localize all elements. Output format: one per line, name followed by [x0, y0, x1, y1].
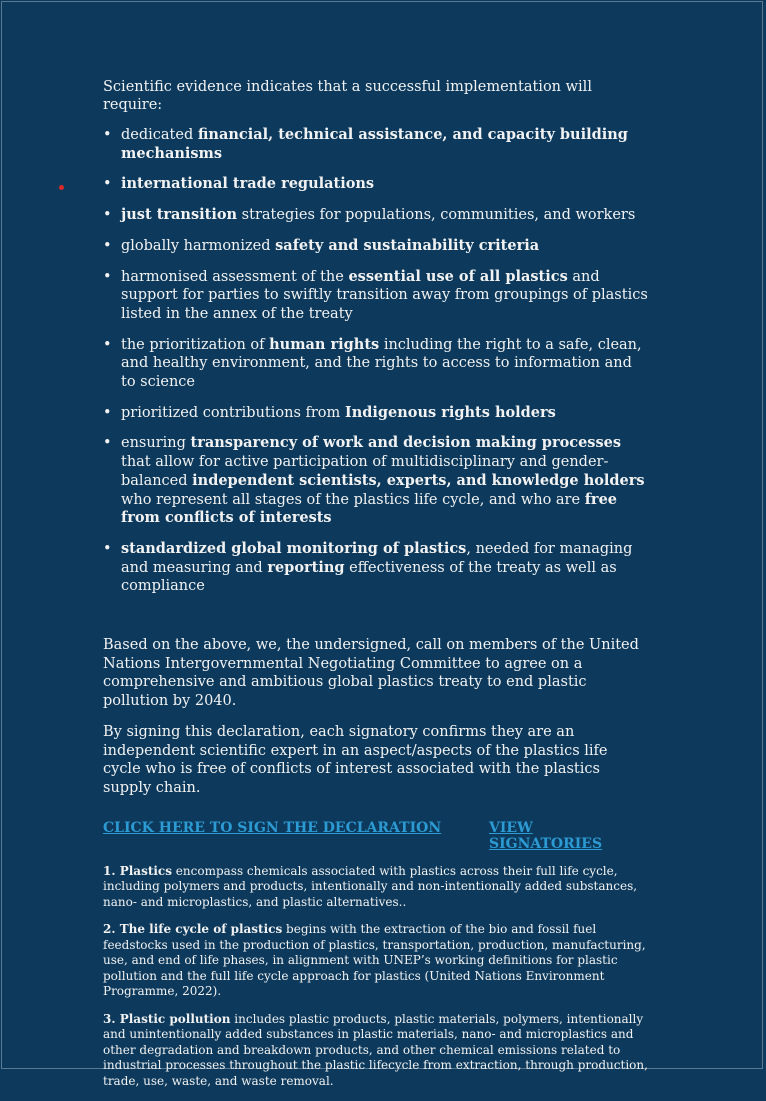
list-item: [103, 540, 648, 596]
action-links: [103, 819, 648, 852]
bold-segment: just transition: [121, 206, 238, 224]
bold-segment: international trade regulations: [121, 175, 375, 193]
list-item: [103, 434, 648, 528]
list-item: [103, 268, 648, 324]
text-segment: effectiveness of the treaty as well as compliance: [121, 559, 617, 595]
list-item: [103, 336, 648, 392]
note-term: 2. The life cycle of plastics: [103, 922, 283, 937]
note-item: [103, 1012, 648, 1090]
bold-segment: safety and sustainability criteria: [275, 236, 540, 254]
bold-segment: financial, technical assistance, and capacity building mechanisms: [121, 126, 628, 162]
text-segment: that allow for active participation of multidisciplinary and gender-balanced: [121, 454, 609, 489]
view-signatories-link[interactable]: VIEW SIGNATORIES: [489, 819, 603, 852]
text-segment: dedicated: [121, 127, 198, 143]
text-segment: the prioritization of: [121, 336, 270, 353]
text-segment: harmonised assessment of the: [121, 268, 349, 285]
document-page: [1, 1, 763, 1088]
text-segment: including the right to a safe, clean, and healthy environment, and the rights to access to information and to science: [121, 336, 642, 391]
note-text: begins with the extraction of the bio and fossil fuel feedstocks used in the production of plastics, transportation, production, manufacturing, use, and end of life phases, in alignment with UNEP’s working definitions for plastic pollution and the full life cycle approach for plastics (United Nations Environment Programme, 2022).: [103, 922, 646, 999]
sign-declaration-link[interactable]: CLICK HERE TO SIGN THE DECLARATION: [103, 819, 442, 836]
list-item: [103, 404, 648, 423]
bold-segment: free from conflicts of interests: [121, 490, 618, 527]
bold-segment: Indigenous rights holders: [344, 403, 556, 421]
note-item: [103, 864, 648, 911]
definitions-notes: [103, 864, 648, 1090]
red-dot-marker: [59, 185, 64, 190]
declaration-content: [103, 78, 648, 1101]
bold-segment: human rights: [269, 335, 380, 353]
text-segment: who represent all stages of the plastics life cycle, and who are: [121, 491, 585, 508]
note-term: 1. Plastics: [103, 863, 172, 878]
list-item: [103, 206, 648, 225]
intro-text: Scientific evidence indicates that a successful implementation will require:: [103, 79, 592, 113]
list-item: [103, 237, 648, 256]
note-text: includes plastic products, plastic materials, polymers, intentionally and unintentionally added substances in plastic materials, nano- and microplastics and other degradation and breakdown products, and other chemical emissions related to industrial processes throughout the plastic lifecycle from extraction, through production, trade, use, waste, and waste removal.: [103, 1011, 648, 1088]
call-paragraph: Based on the above, we, the undersigned, call on members of the United Nations Intergovernmental Negotiating Committee to agree on a comprehensive and ambitious global plastics treaty to end plastic pollution by 2040.: [103, 637, 639, 710]
bold-segment: essential use of all plastics: [348, 267, 568, 285]
bold-segment: reporting: [267, 558, 345, 576]
note-text: encompass chemicals associated with plastics across their full life cycle, including polymers and products, intentionally and non-intentionally added substances, nano- and microplastics, and plastic alternatives..: [103, 863, 638, 909]
text-segment: and support for parties to swiftly transition away from groupings of plastics listed in the annex of the treaty: [121, 268, 648, 322]
requirements-list: [103, 126, 648, 596]
signing-paragraph: By signing this declaration, each signatory confirms they are an independent scientific expert in an aspect/aspects of the plastics life cycle who is free of conflicts of interest associated with the plastics supply chain.: [103, 723, 608, 796]
text-segment: strategies for populations, communities, and workers: [237, 207, 636, 224]
list-item: [103, 126, 648, 163]
list-item: [103, 175, 648, 194]
note-term: 3. Plastic pollution: [103, 1011, 231, 1026]
bold-segment: standardized global monitoring of plastics: [121, 539, 467, 557]
text-segment: prioritized contributions from: [121, 404, 345, 421]
text-segment: ensuring: [121, 435, 191, 452]
bold-segment: independent scientists, experts, and knowledge holders: [192, 471, 645, 489]
text-segment: globally harmonized: [121, 237, 276, 254]
text-segment: , needed for managing and measuring and: [121, 540, 633, 576]
bold-segment: transparency of work and decision making processes: [190, 434, 622, 452]
note-item: [103, 922, 648, 1000]
